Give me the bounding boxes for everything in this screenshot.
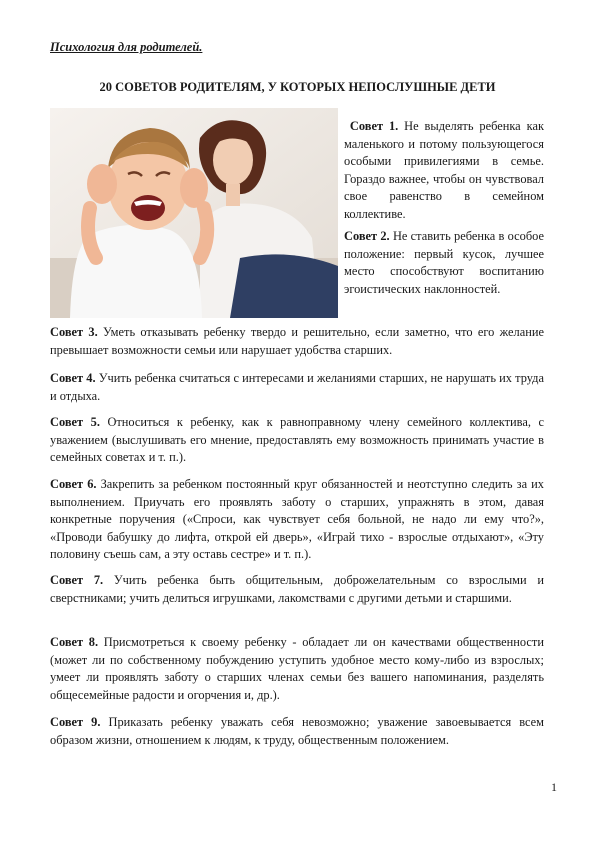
tip-4	[50, 370, 544, 405]
tip-1	[344, 118, 544, 224]
tip-text: Присмотреться к своему ребенку - обладает ли он качествами общественности (может ли по собственному побуждению уступить удобное место кому-либо из взрослых; умеет ли проявлять заботу о старших членах семьи без вашего напоминания, разделять общесемейные радости и огорчения и, др.).	[50, 635, 544, 702]
tip-label: Совет 2.	[344, 229, 390, 243]
tip-3	[50, 324, 544, 359]
tip-text: Не выделять ребенка как маленького и потому пользующегося особыми привилегиями в семье. Гораздо важнее, чтобы он чувствовал свое равенство в семейном коллективе.	[344, 119, 544, 221]
tip-text: Учить ребенка быть общительным, доброжелательным со взрослыми и сверстниками; учить делиться игрушками, лакомствами с другими детьми и старшими.	[50, 573, 544, 605]
page-number: 1	[551, 780, 557, 794]
tip-label: Совет 5.	[50, 415, 100, 429]
tip-label: Совет 6.	[50, 477, 97, 491]
tip-text: Не ставить ребенка в особое положение: первый кусок, лучшее место способствуют воспитанию эгоистических наклонностей.	[344, 229, 545, 296]
document-title: 20 СОВЕТОВ РОДИТЕЛЯМ, У КОТОРЫХ НЕПОСЛУШНЫЕ ДЕТИ	[99, 80, 496, 94]
photo-illustration	[50, 108, 338, 318]
tip-2	[344, 228, 544, 298]
tip-label: Совет 7.	[50, 573, 104, 587]
tip-label: Совет 3.	[50, 325, 98, 339]
tip-7	[50, 572, 544, 607]
tip-text: Учить ребенка считаться с интересами и желаниями старших, не нарушать их труда и отдыха.	[50, 371, 544, 403]
tip-6	[50, 476, 544, 564]
tip-label: Совет 4.	[50, 371, 96, 385]
tip-8	[50, 634, 544, 704]
tip-text: Закрепить за ребенком постоянный круг обязанностей и неотступно следить за их выполнением. Приучать его проявлять заботу о старших, упражнять в этом, давая конкретные поручения («Спроси, как чувствует себя больной, не надо ли ему что?», «Проводи бабушку до лифта, открой ей дверь», «Играй тихо - взрослые отдыхают», «Эту половину съешь сам, а эту оставь сестре» и т. п.).	[50, 477, 544, 562]
tip-text: Приказать ребенку уважать себя невозможно; уважение завоевывается всем образом жизни, отношением к людям, к труду, общественным положением.	[50, 715, 544, 747]
crying-child-photo	[50, 108, 338, 318]
tip-text: Относиться к ребенку, как к равноправному члену семейного коллектива, с уважением (выслушивать его мнение, предоставлять ему возможность принимать участие в семейных советах и т. п.).	[50, 415, 544, 465]
section-title: Психология для родителей.	[50, 40, 203, 54]
tip-label: Совет 9.	[50, 715, 101, 729]
tip-label: Совет 8.	[50, 635, 99, 649]
tip-5	[50, 414, 544, 467]
tip-text: Уметь отказывать ребенку твердо и решительно, если заметно, что его желание превышает возможности семьи или нарушает удобства старших.	[50, 325, 544, 357]
tip-label: Совет 1.	[349, 119, 399, 133]
tip-9	[50, 714, 544, 749]
